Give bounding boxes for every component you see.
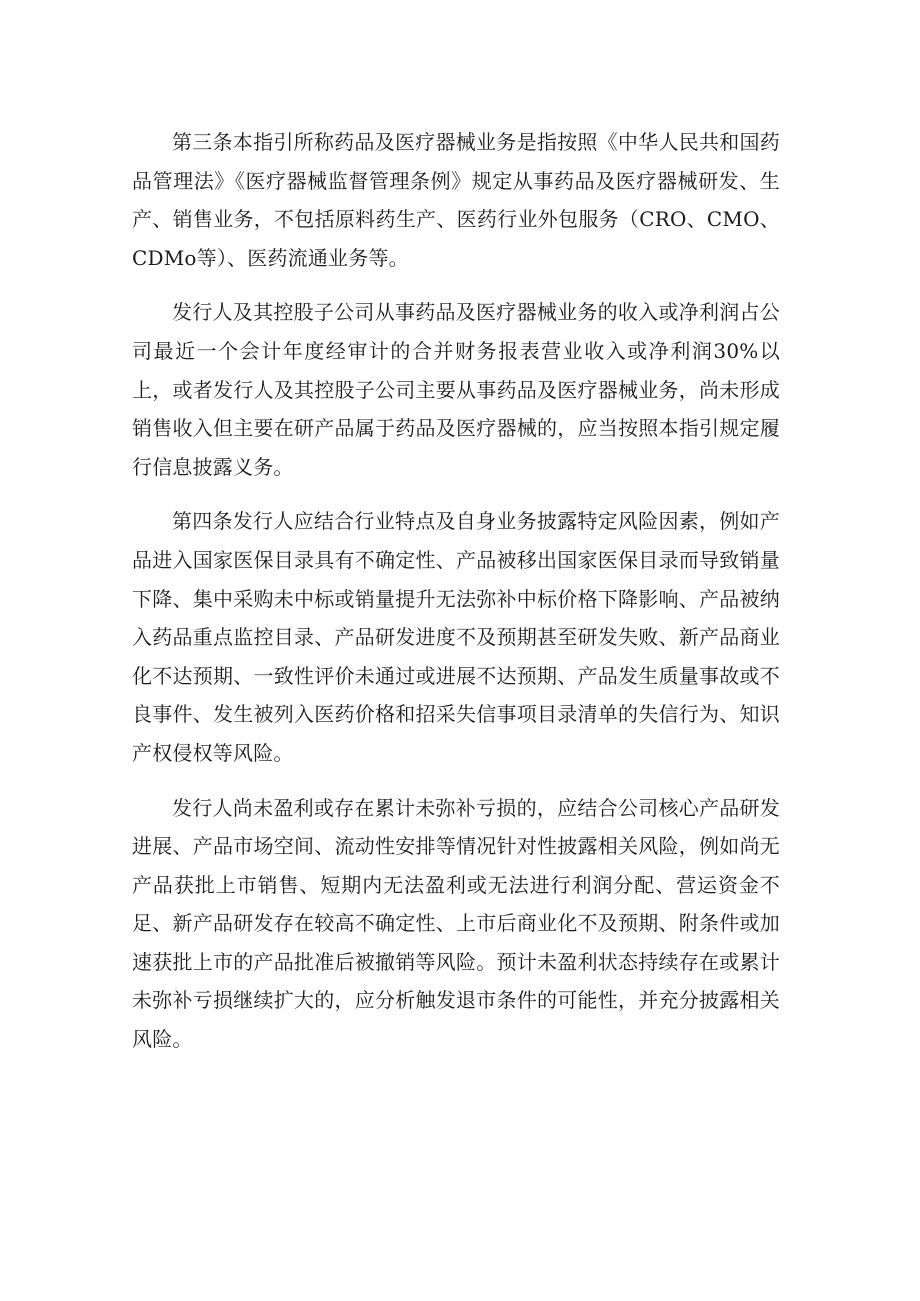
paragraph-gap — [132, 277, 780, 293]
paragraph-article-4: 第四条发行人应结合行业特点及自身业务披露特定风险因素，例如产品进入国家医保目录具有不确定性、产品被移出国家医保目录而导致销量下降、集中采购未中标或销量提升无法弥补中标价格下降影响、产品被纳入药品重点监控目录、产品研发进度不及预期甚至研发失败、新产品商业化不达预期、一致性评价未通过或进展不达预期、产品发生质量事故或不良事件、发生被列入医药价格和招采失信事项目录清单的失信行为、知识产权侵权等风险。 — [132, 509, 780, 765]
paragraph-gap — [132, 773, 780, 789]
paragraph-article-3: 第三条本指引所称药品及医疗器械业务是指按照《中华人民共和国药品管理法》《医疗器械监督管理条例》规定从事药品及医疗器械研发、生产、销售业务，不包括原料药生产、医药行业外包服务（CRO、CMO、CDMo等）、医药流通业务等。 — [132, 130, 780, 270]
document-body — [132, 123, 780, 1059]
paragraph-unprofitable-risk: 发行人尚未盈利或存在累计未弥补亏损的，应结合公司核心产品研发进展、产品市场空间、流动性安排等情况针对性披露相关风险，例如尚无产品获批上市销售、短期内无法盈利或无法进行利润分配、营运资金不足、新产品研发存在较高不确定性、上市后商业化不及预期、附条件或加速获批上市的产品批准后被撤销等风险。预计未盈利状态持续存在或累计未弥补亏损继续扩大的，应分析触发退市条件的可能性，并充分披露相关风险。 — [132, 795, 780, 1052]
paragraph-disclosure-scope: 发行人及其控股子公司从事药品及医疗器械业务的收入或净利润占公司最近一个会计年度经审计的合并财务报表营业收入或净利润30%以上，或者发行人及其控股子公司主要从事药品及医疗器械业务，尚未形成销售收入但主要在研产品属于药品及医疗器械的，应当按照本指引规定履行信息披露义务。 — [132, 300, 780, 479]
paragraph-gap — [132, 486, 780, 502]
